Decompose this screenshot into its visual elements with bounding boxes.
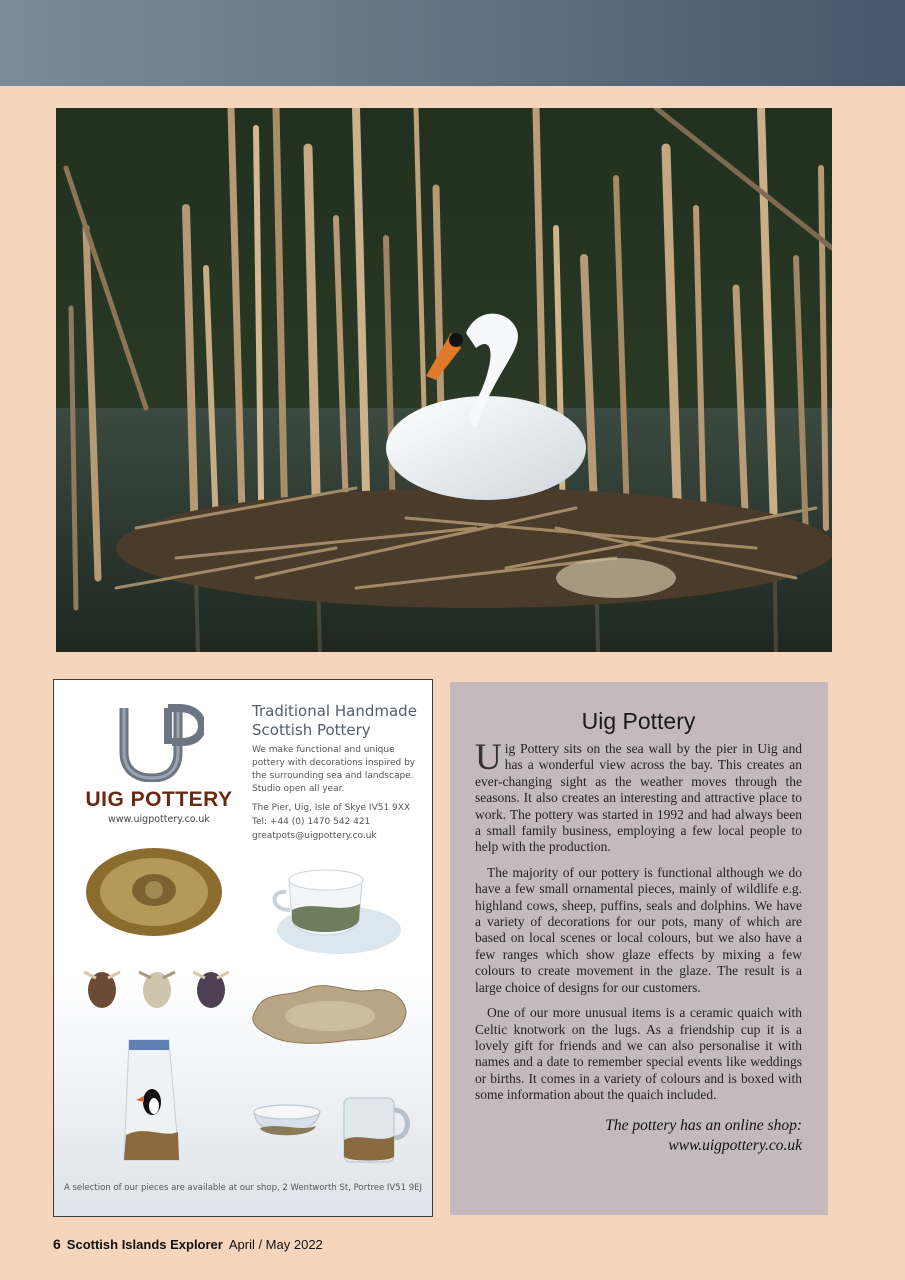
advert-footer: A selection of our pieces are available at our shop, 2 Wentworth St, Portree IV51 9EJ — [63, 1183, 423, 1193]
top-banner — [0, 0, 905, 86]
wavy-dish-image — [253, 986, 406, 1044]
advert-title — [252, 702, 427, 740]
swan-illustration — [56, 108, 832, 652]
logo-name: UIG POTTERY — [85, 788, 233, 811]
advert-description: We make functional and unique pottery with decorations inspired by the surrounding sea and landscape. Studio open all year. — [252, 745, 416, 794]
mug-image — [344, 1098, 408, 1162]
uig-pottery-logo-icon — [116, 702, 204, 782]
advert-address: The Pier, Uig, Isle of Skye IV51 9XX — [252, 803, 411, 813]
bowl-image — [254, 1105, 320, 1135]
cup-saucer-image — [274, 870, 401, 954]
magazine-name: Scottish Islands Explorer — [66, 1237, 223, 1252]
online-shop-url[interactable]: www.uigpottery.co.uk — [668, 1136, 802, 1154]
drop-cap: U — [475, 737, 502, 778]
puffin-vase-image — [124, 1040, 179, 1160]
advert-title-line1: Traditional Handmade — [252, 702, 417, 720]
article-paragraph-1 — [475, 737, 802, 856]
advert-title-line2: Scottish Pottery — [252, 721, 371, 739]
issue-date: April / May 2022 — [228, 1237, 323, 1252]
article-title: Uig Pottery — [581, 708, 696, 734]
uig-pottery-advert — [53, 679, 433, 1217]
swan-photo — [56, 108, 832, 652]
online-shop-note — [475, 1116, 802, 1156]
online-shop-line: The pottery has an online shop: — [605, 1116, 802, 1134]
highland-cows-image — [84, 972, 229, 1008]
quaich-image — [86, 848, 222, 936]
article-paragraph-2: The majority of our pottery is functional although we do have a few small ornamental pieces, mainly of wildlife e.g. highland cows, sheep, puffins, seals and dolphins. We have a variety of decorations for our pots, many of which are based on local scenes or local colours, but we also have a few ranges which show glaze effects by mixing a few colours to create movement in the glaze. The result is a large choice of designs for our customers. — [475, 864, 802, 995]
advert-contact — [252, 801, 427, 843]
advert-phone[interactable]: Tel: +44 (0) 1470 542 421 — [252, 817, 371, 827]
pottery-products-illustration — [74, 840, 414, 1175]
advert-email[interactable]: greatpots@uigpottery.co.uk — [252, 831, 377, 841]
page-number: 6 — [53, 1236, 61, 1252]
article-paragraph-1-text: ig Pottery sits on the sea wall by the pier in Uig and has a wonderful view across the bay. This creates an ever-changing sight as the weather moves through the seasons. It also creates an interesting and attractive place to work. The pottery was started in 1992 and had always been a small family business, employing a few local people to help with the production. — [475, 741, 802, 855]
logo-url[interactable]: www.uigpottery.co.uk — [108, 814, 210, 825]
article-panel — [450, 682, 828, 1215]
page-footer — [53, 1236, 323, 1252]
article-paragraph-3: One of our more unusual items is a ceramic quaich with Celtic knotwork on the lugs. As a friendship cup it is a lovely gift for friends and we can also personalise it with names and a date to remember special events like weddings or births. It comes in a variety of colours and is boxed with some information about the quaich included. — [475, 1005, 802, 1103]
